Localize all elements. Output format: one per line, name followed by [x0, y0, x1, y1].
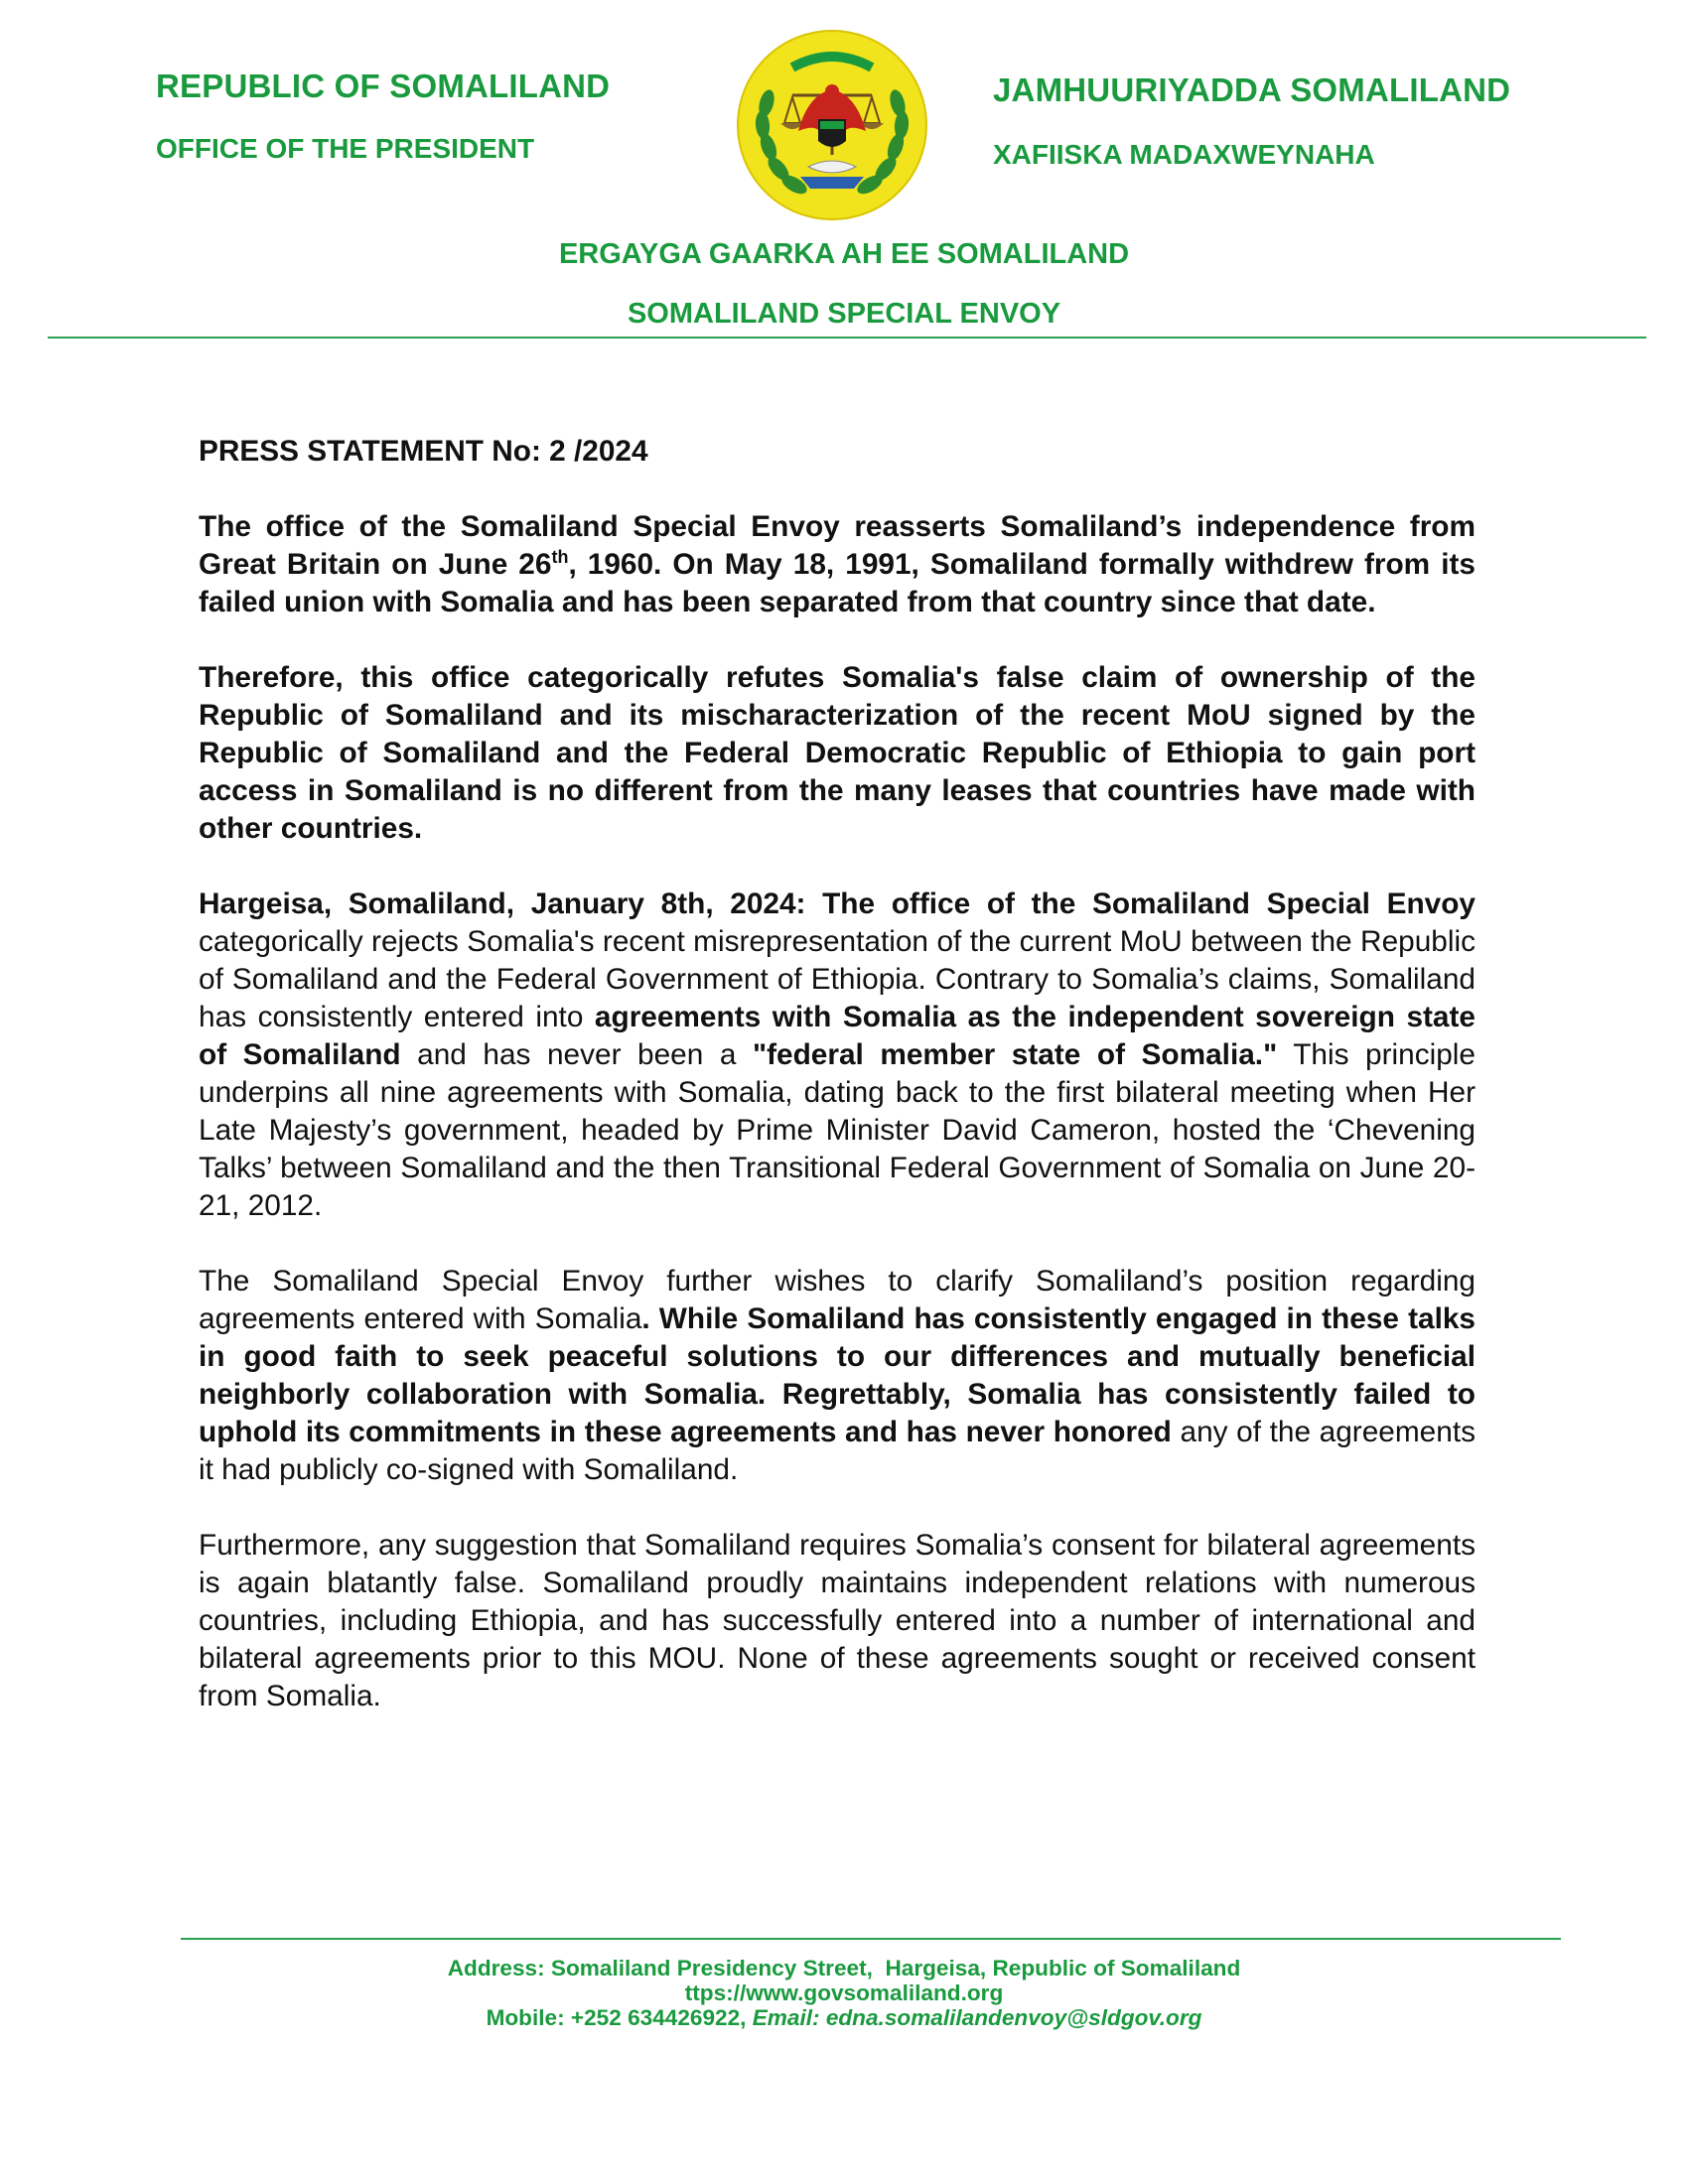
- paragraph-5: Furthermore, any suggestion that Somaliland requires Somalia’s consent for bilateral agreements is again blatantly false. Somaliland proudly maintains independent relations with numerous countries, including Ethiopia, and has successfully entered into a number of international and bilateral agreements prior to this MOU. None of these agreements sought or received consent from Somalia.: [199, 1529, 1476, 1712]
- paragraph-3-text-b: and has never been a: [400, 1038, 753, 1071]
- envoy-title-somali: ERGAYGA GAARKA AH EE SOMALILAND: [558, 238, 1130, 270]
- footer-divider: [181, 1938, 1561, 1940]
- envoy-title: SOMALILAND SPECIAL ENVOY: [627, 298, 1061, 330]
- footer-address: Address: Somaliland Presidency Street, Hargeisa, Republic of Somaliland: [447, 1956, 1241, 1980]
- office-subtitle-somali: XAFIISKA MADAXWEYNAHA: [993, 139, 1375, 170]
- paragraph-1-superscript: th: [551, 547, 569, 568]
- header-right: [993, 71, 1510, 171]
- paragraph-1-text-a: The office of the Somaliland Special Envoy reasserts Somaliland’s independence from Great Britain on June 26: [199, 510, 1476, 581]
- header-left: [156, 68, 610, 165]
- paragraph-3-text-a: categorically rejects Somalia's recent misrepresentation of the current MoU between the Republic of Somaliland and the Federal Government of Ethiopia. Contrary to Somalia’s claims, Somaliland has consistently entered into: [199, 925, 1476, 1033]
- paragraph-1-text-b: , 1960. On May 18, 1991, Somaliland formally withdrew from its failed union with Somalia and has been separated from that country since that date.: [199, 548, 1476, 618]
- footer: [0, 1956, 1688, 2030]
- footer-website[interactable]: ttps://www.govsomaliland.org: [684, 1980, 1004, 2005]
- republic-title: REPUBLIC OF SOMALILAND: [156, 68, 611, 104]
- paragraph-4-text-b: any of the agreements it had publicly co-signed with Somaliland.: [199, 1416, 1477, 1486]
- header-divider: [48, 337, 1646, 339]
- paragraph-3-bold-b: agreements with Somalia as the independent sovereign state of Somaliland: [199, 1001, 1476, 1071]
- paragraph-2: Therefore, this office categorically refutes Somalia's false claim of ownership of the Republic of Somaliland and its mischaracterization of the recent MoU signed by the Republic of Somaliland and the Federal Democratic Republic of Ethiopia to gain port access in Somaliland is no different from the many leases that countries have made with other countries.: [199, 661, 1476, 845]
- paragraph-3-bold-c: "federal member state of Somalia.": [752, 1038, 1278, 1071]
- footer-contact: [0, 2005, 1688, 2030]
- paragraph-4-text-a: The Somaliland Special Envoy further wishes to clarify Somaliland’s position regarding agreements entered with Somalia: [199, 1265, 1476, 1335]
- statement-number: PRESS STATEMENT No: 2 /2024: [199, 435, 648, 468]
- paragraph-4-bold-a: . While Somaliland has consistently engaged in these talks in good faith to seek peaceful solutions to our differences and mutually beneficial neighborly collaboration with Somalia. Regrettably, Somalia has consistently failed to uphold its commitments in these agreements and has never honored: [199, 1302, 1476, 1448]
- paragraph-1: [199, 508, 1476, 621]
- paragraph-3: [199, 886, 1476, 1225]
- office-subtitle: OFFICE OF THE PRESIDENT: [156, 133, 535, 164]
- republic-title-somali: JAMHUURIYADDA SOMALILAND: [993, 71, 1511, 108]
- paragraph-3-text-c: This principle underpins all nine agreements with Somalia, dating back to the first bilateral meeting when Her Late Majesty’s government, headed by Prime Minister David Cameron, hosted the ‘Chevening Talks’ between Somaliland and the then Transitional Federal Government of Somalia on June 20-21, 2012.: [199, 1038, 1477, 1222]
- footer-email[interactable]: Email: edna.somalilandenvoy@sldgov.org: [752, 2005, 1202, 2030]
- statement-body: [199, 433, 1476, 1753]
- paragraph-4: [199, 1263, 1476, 1489]
- footer-mobile: Mobile: +252 634426922,: [486, 2005, 753, 2030]
- paragraph-3-dateline: Hargeisa, Somaliland, January 8th, 2024: The office of the Somaliland Special Envoy: [199, 887, 1476, 920]
- somaliland-coat-of-arms-icon: [735, 28, 929, 222]
